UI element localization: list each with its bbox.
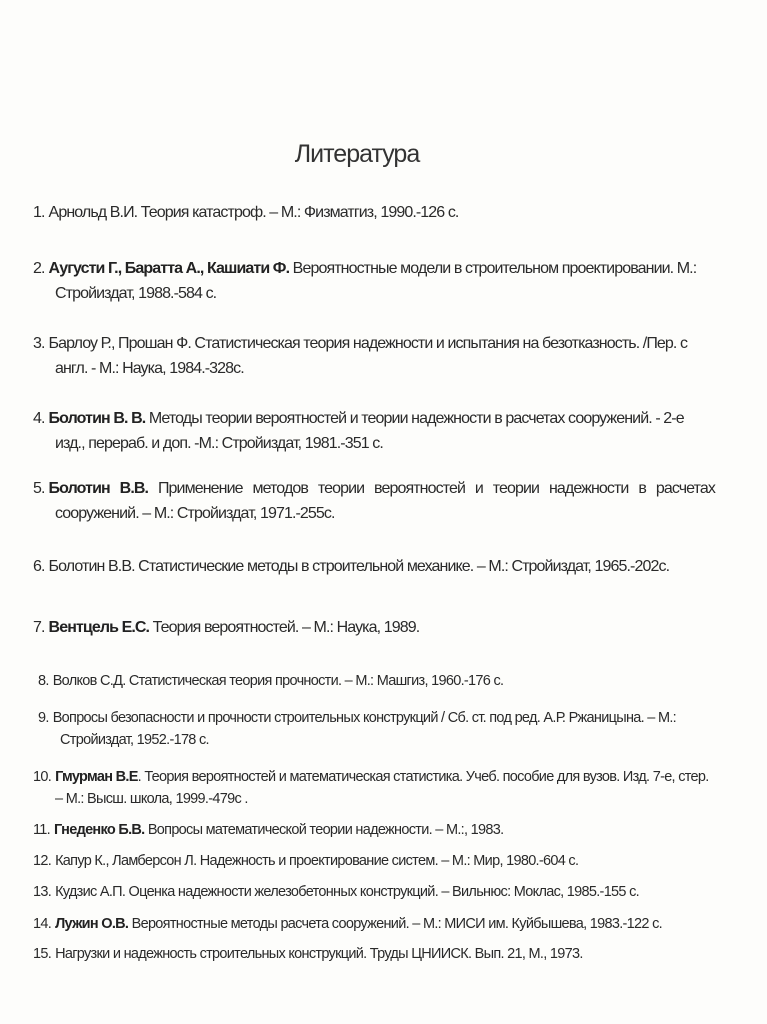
page-title: Литература [294, 140, 420, 168]
reference-item [38, 707, 720, 751]
reference-author: Вентцель Е.С. [48, 619, 150, 636]
reference-number: 9. [38, 710, 49, 726]
reference-text: Методы теории вероятностей и теории надежности в расчетах сооружений. - 2-е изд., перераб. и доп. -М.: Стройиздат, 1981.-351 с. [55, 410, 684, 452]
reference-number: 1. [33, 204, 45, 221]
reference-number: 3. [33, 335, 45, 352]
reference-item [33, 615, 715, 640]
reference-item [33, 331, 715, 381]
reference-text: Кудзис А.П. Оценка надежности железобетонных конструкций. – Вильнюс: Моклас, 1985.-155 с. [55, 884, 639, 900]
reference-item [33, 913, 715, 935]
reference-item [33, 256, 715, 306]
reference-item [33, 766, 715, 810]
reference-text: Теория вероятностей. – М.: Наука, 1989. [149, 619, 420, 636]
reference-text: Вопросы математической теории надежности. – М.:, 1983. [144, 822, 504, 838]
reference-number: 12. [33, 853, 52, 869]
reference-text: Капур К., Ламберсон Л. Надежность и проектирование систем. – М.: Мир, 1980.-604 с. [55, 853, 579, 869]
reference-text: Арнольд В.И. Теория катастроф. – М.: Физматгиз, 1990.-126 с. [48, 204, 459, 221]
reference-text: Волков С.Д. Статистическая теория прочности. – М.: Машгиз, 1960.-176 с. [52, 673, 504, 689]
reference-author: Болотин В.В. [48, 480, 149, 497]
reference-text: Нагрузки и надежность строительных конструкций. Труды ЦНИИСК. Вып. 21, М., 1973. [55, 946, 583, 962]
reference-text: Вероятностные модели в строительном проектировании. М.: Стройиздат, 1988.-584 с. [55, 260, 697, 302]
reference-text: Вероятностные методы расчета сооружений. – М.: МИСИ им. Куйбышева, 1983.-122 с. [128, 916, 662, 932]
reference-item [33, 881, 715, 903]
reference-number: 10. [33, 769, 52, 785]
reference-text: . Теория вероятностей и математическая статистика. Учеб. пособие для вузов. Изд. 7-е, стер. – М.: Высш. школа, 1999.-479с . [55, 769, 709, 807]
reference-number: 4. [33, 410, 45, 427]
reference-number: 5. [33, 480, 45, 497]
reference-item [33, 554, 715, 579]
reference-item [33, 200, 715, 225]
reference-text: Болотин В.В. Статистические методы в строительной механике. – М.: Стройиздат, 1965.-202с. [48, 558, 670, 575]
reference-item [33, 476, 715, 526]
reference-text: Применение методов теории вероятностей и теории надежности в расчетах сооружений. – М.: Стройиздат, 1971.-255с. [55, 480, 715, 522]
reference-item [33, 819, 715, 841]
reference-author: Лужин О.В. [55, 916, 129, 932]
reference-number: 6. [33, 558, 45, 575]
reference-number: 15. [33, 946, 52, 962]
reference-text: Вопросы безопасности и прочности строительных конструкций / Сб. ст. под ред. А.Р. Ржаницына. – М.: Стройиздат, 1952.-178 с. [52, 710, 677, 748]
reference-number: 11. [33, 822, 50, 838]
reference-number: 8. [38, 673, 49, 689]
reference-number: 7. [33, 619, 45, 636]
reference-number: 13. [33, 884, 52, 900]
reference-author: Болотин В. В. [48, 410, 146, 427]
reference-item [33, 406, 715, 456]
reference-item [33, 850, 715, 872]
reference-item [33, 943, 715, 965]
reference-author: Гмурман В.Е [55, 769, 138, 785]
reference-number: 2. [33, 260, 45, 277]
reference-author: Гнеденко Б.В. [53, 822, 145, 838]
reference-text: Барлоу Р., Прошан Ф. Статистическая теория надежности и испытания на безотказность. /Пер. с англ. - М.: Наука, 1984.-328с. [48, 335, 688, 377]
reference-author: Аугусти Г., Баратта А., Кашиати Ф. [48, 260, 290, 277]
reference-number: 14. [33, 916, 52, 932]
reference-item [38, 670, 720, 692]
